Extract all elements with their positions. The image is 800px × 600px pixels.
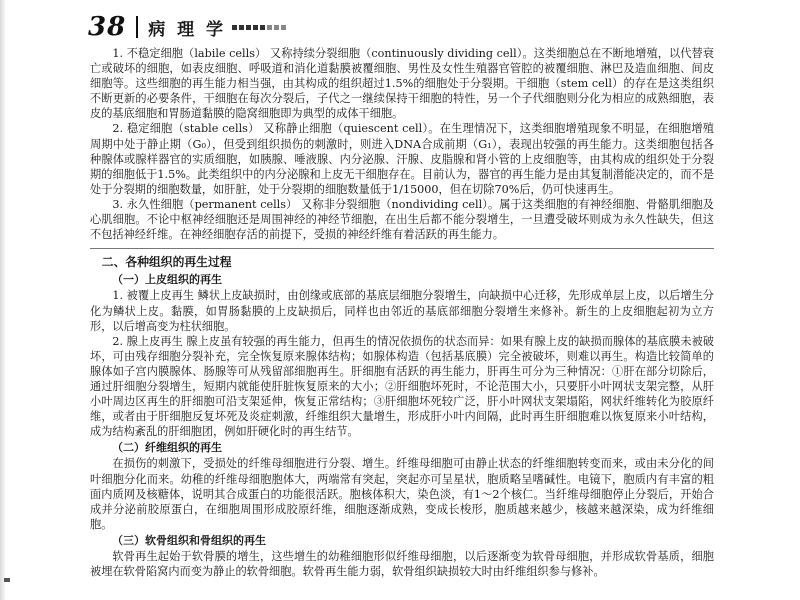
header-decoration [232,25,286,30]
paragraph-labile-cells: 1. 不稳定细胞（labile cells） 又称持续分裂细胞（continuously dividing cell）。这类细胞总在不断地增殖，以代替衰亡或破坏的细胞，如表皮细胞、呼吸道和消化道黏膜被覆细胞、男性及女性生殖器官管腔的被覆细胞、淋巴及造血细胞、间皮细胞等。这些细胞的再生能力相当强，由其构成的组织超过1.5%的细胞处于分裂期。干细胞（stem cell）的存在是这类组织不断更新的必要条件，干细胞在每次分裂后，子代之一继续保持干细胞的特性，另一个子代细胞则分化为相应的成熟细胞，表皮的基底细胞和胃肠道黏膜的隐窝细胞即为典型的成体干细胞。 [90,47,714,121]
header-divider [136,16,138,38]
paragraph-cartilage: 软骨再生起始于软骨膜的增生，这些增生的幼稚细胞形似纤维母细胞，以后逐渐变为软骨母细胞，并形成软骨基质，细胞被埋在软骨陷窝内而变为静止的软骨细胞。软骨再生能力弱，软骨组织缺损较大时由纤维组织参与修补。 [90,550,714,579]
section-heading: 二、各种组织的再生过程 [101,255,232,270]
subsection-heading-cartilage-bone: （三）软骨组织和骨组织的再生 [112,533,266,547]
paragraph-glandular-epithelium: 2. 腺上皮再生 腺上皮虽有较强的再生能力，但再生的情况依损伤的状态而异：如果有腺上皮的缺损而腺体的基底膜未被破坏，可由残存细胞分裂补充，完全恢复原来腺体结构；如腺体构造（包括基底膜）完全被破坏，则难以再生。构造比较简单的腺体如子宫内膜腺体、肠腺等可从残留部细胞再生。肝细胞有活跃的再生能力，肝再生可分为三种情况：①肝在部分切除后，通过肝细胞分裂增生，短期内就能使肝脏恢复原来的大小；②肝细胞坏死时，不论范围大小，只要肝小叶网状支架完整，从肝小叶周边区再生的肝细胞可沿支架延伸，恢复正常结构；③肝细胞坏死较广泛，肝小叶网状支架塌陷，网状纤维转化为胶原纤维，或者由于肝细胞反复坏死及炎症刺激，纤维组织大量增生，形成肝小叶内间隔，此时再生肝细胞难以恢复原来小叶结构，成为结构紊乱的肝细胞团，例如肝硬化时的再生结节。 [90,334,714,439]
paragraph-permanent-cells: 3. 永久性细胞（permanent cells） 又称非分裂细胞（nondividing cell）。属于这类细胞的有神经细胞、骨骼肌细胞及心肌细胞。不论中枢神经细胞还是周围神经的神经节细胞，在出生后都不能分裂增生，一旦遭受破坏则成为永久性缺失，但这不包括神经纤维。在神经细胞存活的前提下，受损的神经纤维有着活跃的再生能力。 [90,197,714,242]
subsection-heading-epithelium: （一）上皮组织的再生 [112,273,222,287]
page-edge-shadow [0,0,6,600]
book-title: 病 理 学 [148,19,227,40]
section-divider [90,248,714,249]
page-header [88,14,286,40]
paragraph-covering-epithelium: 1. 被覆上皮再生 鳞状上皮缺损时，由创缘或底部的基底层细胞分裂增生，向缺损中心迁移，先形成单层上皮，以后增生分化为鳞状上皮。黏膜，如胃肠黏膜的上皮缺损后，同样也由邻近的基底部细胞分裂增生来修补。新生的上皮细胞起初为立方形，以后增高变为柱状细胞。 [90,289,714,333]
page-number: 38 [88,12,127,42]
page-body [90,46,714,579]
page-corner-mark [4,578,10,582]
subsection-heading-fibrous: （二）纤维组织的再生 [112,441,222,455]
paragraph-stable-cells: 2. 稳定细胞（stable cells） 又称静止细胞（quiescent cell）。在生理情况下，这类细胞增殖现象不明显，在细胞增殖周期中处于静止期（G₀），但受到组织损伤的刺激时，则进入DNA合成前期（G₁），表现出较强的再生能力。这类细胞包括各种腺体或腺样器官的实质细胞，如胰腺、唾液腺、内分泌腺、汗腺、皮脂腺和肾小管的上皮细胞等，由其构成的组织处于分裂期的细胞低于1.5%。此类组织中的内分泌腺和上皮无干细胞存在。目前认为，器官的再生能力是由其复制潜能决定的，而不是处于分裂期的细胞数量，如肝脏，处于分裂期的细胞数量低于1/15000，但在切除70%后，仍可快速再生。 [90,122,714,196]
paragraph-fibrous-tissue: 在损伤的刺激下，受损处的纤维母细胞进行分裂、增生。纤维母细胞可由静止状态的纤维细胞转变而来，或由未分化的间叶细胞分化而来。幼稚的纤维母细胞胞体大，两端常有突起，突起亦可呈星状，胞质略呈嗜碱性。电镜下，胞质内有丰富的粗面内质网及核糖体，说明其合成蛋白的功能很活跃。胞核体积大，染色淡，有1～2个核仁。当纤维母细胞停止分裂后，开始合成并分泌前胶原蛋白，在细胞周围形成胶原纤维，细胞逐渐成熟，变成长梭形，胞质越来越少，核越来越深染，成为纤维细胞。 [90,457,714,531]
